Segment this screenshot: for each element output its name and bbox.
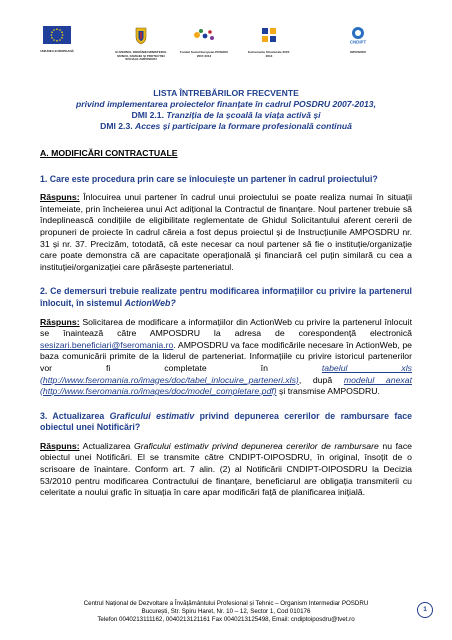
footer-line-3: Telefon 0040213111162, 0040213121161 Fax 0040213125498, Email: cndiptoiposdru@tvet.ro [97,616,355,624]
logo-strip [40,26,422,66]
cndipt-caption: OIPOSDRU [349,50,366,54]
title-line-3 [40,110,412,121]
tabel-xls-link[interactable]: tabelul xls [321,362,413,373]
section-heading: A. MODIFICĂRI CONTRACTUALE [40,148,178,158]
answer-3-label: Răspuns: [40,440,80,451]
title-line-2: privind implementarea proiectelor finanțate în cadrul POSDRU 2007-2013, [76,99,376,109]
answer-3-text-1: Actualizarea [79,440,135,451]
instrumente-structurale-icon [260,26,278,45]
answer-3 [40,441,412,499]
answer-3-italic: Graficului estimativ privind depunerea cererilor de rambursare [134,440,379,451]
answer-2-text-2: . AMPOSDRU va face modificările necesare în ActionWeb, pe baza comunicării primite de la liderul de parteneriat. Informațiile cu privire istoricul partenerilor vor fi completate în [40,339,412,373]
question-3-num: 3. Actualizarea [40,410,110,421]
cndipt-mark-icon [344,26,372,45]
question-3-grafic: Graficului estimativ [109,410,195,421]
title-line-4 [40,121,412,132]
ministry-crest-logo [115,26,167,62]
email-link[interactable]: sesizari.beneficiari@fseromania.ro [40,339,174,350]
question-2-actionweb: ActionWeb? [124,297,176,308]
answer-2-text-3: , după [298,374,344,385]
cndipt-logo [330,26,386,55]
answer-1-text: Înlocuirea unui partener în cadrul unui proiectului se poate realiza numai în situații întemeiate, prin încheierea unui Act adițional la Contractul de finanțare. Noul partener trebuie să îndeplinească condițiile de eligibilitate reglementate de Ghidul Solicitantului aferent cererii de propuneri de proiecte în cadrul căreia a fost depus proiectul și de Instrucțiunile AMPOSDRU nr. 31 și nr. 37. Precizăm, totodată, că este necesar ca noul partener să fie o instituție/organizație care poate demonstra că are capacitate operațională și financiară cel puțin similară cu cea a instituției/organizației care părăsește parteneriatul. [40,192,412,272]
cndipt-mark-text: CNDIPT [349,39,367,45]
ministry-caption: GUVERNUL ROMÂNIEI MINISTERUL MUNCII, FAMILIEI ȘI PROTECȚIEI SOCIALE AMPOSDRU [115,50,167,62]
page-number: 1 [417,602,433,618]
fse-logo [180,26,228,58]
model-anexat-link[interactable]: modelul anexat [343,374,412,385]
crest-icon [134,26,148,45]
dmi-21-code: DMI 2.1. [131,110,164,120]
answer-2-text-4: și transmise AMPOSDRU. [276,386,380,397]
model-anexat-url[interactable]: (http://www.fseromania.ro/images/doc/model_completare.pdf) [40,386,277,397]
eu-flag-icon [43,26,71,44]
answer-2 [40,317,412,398]
tabel-xls-url[interactable]: (http://www.fseromania.ro/images/doc/tabel_inlocuire_parteneri.xls) [40,374,299,385]
answer-3-text-2: nu face obiectul unei Notificări. El se transmite către CNDIPT-OIPOSDRU, în original, însoțit de o scrisoare de înaintare. Conform art. 7 alin. (2) al Notificării CNDIPT-OIPOSDRU la Decizia 53/2010 pentru modificarea Contractului de finanțare, beneficiarul are obligația transmiterii cu celeritate a noului grafic în situația în care apar modificări față de planificarea inițială. [40,440,413,498]
footer-line-1: Centrul Național de Dezvoltare a Învățământului Profesional și Tehnic – Organism Intermediar POSDRU [83,600,369,607]
question-2-text: 2. Ce demersuri trebuie realizate pentru modificarea informațiilor cu privire la partenerul înlocuit, în sistemul [40,286,412,308]
question-1: 1. Care este procedura prin care se înlocuiește un partener în cadrul proiectului? [40,173,378,184]
answer-2-label: Răspuns: [40,316,80,327]
dmi-23-name: Acces și participare la formare profesională continuă [135,121,352,131]
eu-caption: UNIUNEA EUROPEANĂ [40,49,74,53]
question-2 [40,286,412,309]
document-body [40,148,412,512]
answer-1-label: Răspuns: [40,192,80,203]
title-line-1: LISTA ÎNTREBĂRILOR FRECVENTE [153,88,299,98]
instrumente-structurale-caption: Instrumente Structurale 2007-2013 [247,50,291,58]
fse-mark-icon [189,26,219,45]
instrumente-structurale-logo [246,26,292,58]
question-3-rest: privind depunerea cererilor de rambursare face obiectul unei Notificări? [40,410,412,433]
footer-line-2: București, Str. Spiru Haret, Nr. 10 – 12, Sector 1, Cod 010176 [141,608,311,616]
dmi-21-name: Tranziția de la școală la viața activă și [166,110,321,120]
document-title [40,88,412,132]
eu-flag-logo [40,26,74,54]
dmi-23-code: DMI 2.3. [100,121,133,131]
page-footer [40,600,412,625]
question-3 [40,411,412,434]
fse-caption: Fondul Social European POSDRU 2007-2013 [180,50,229,58]
answer-2-text-1: Solicitarea de modificare a informațiilor din ActionWeb cu privire la partenerul înlocuit se înaintează către AMPOSDRU la adresa de corespondență electronică [40,316,412,339]
answer-1 [40,192,412,273]
